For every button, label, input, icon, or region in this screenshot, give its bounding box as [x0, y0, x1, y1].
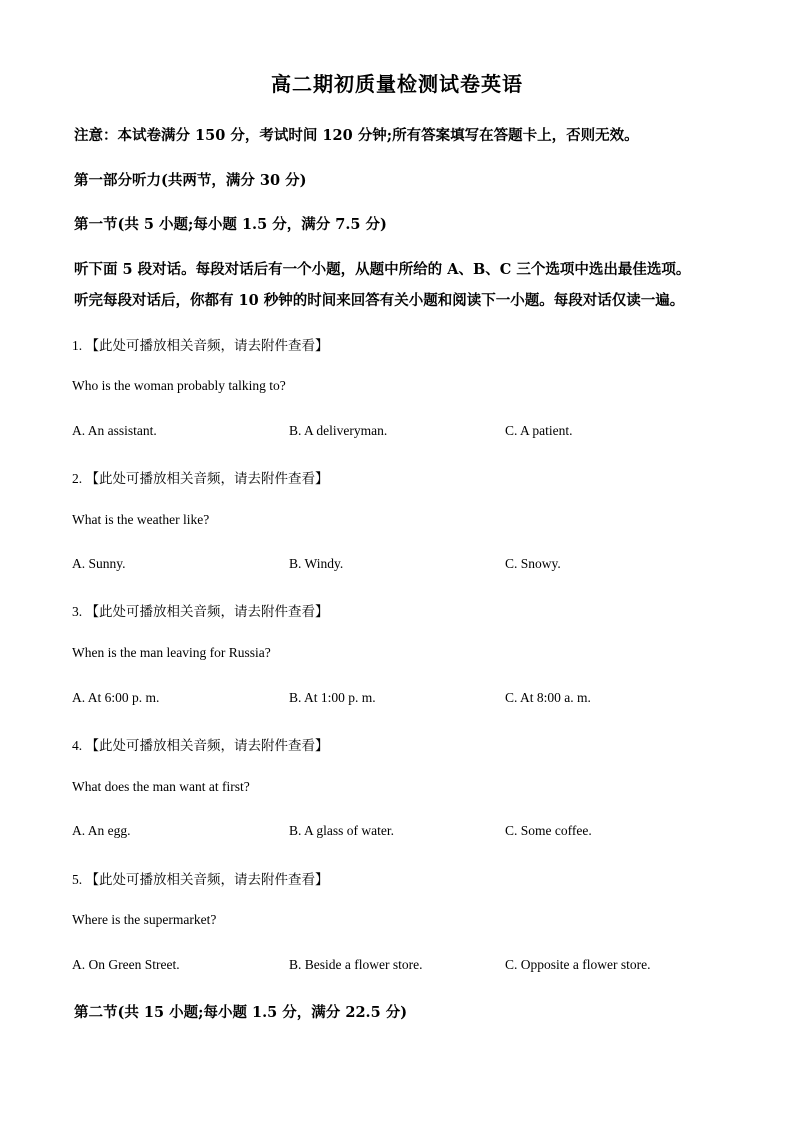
question-4-option-b: B. A glass of water.	[289, 823, 394, 838]
question-3-audio-note: 3. 【此处可播放相关音频，请去附件查看】	[72, 604, 329, 619]
instructions-line-2: 听完每段对话后，你都有 10 秒钟的时间来回答有关小题和阅读下一小题。每段对话仅读一遍。	[74, 292, 685, 309]
part1-heading: 第一部分听力(共两节，满分 30 分)	[74, 172, 307, 189]
question-4-audio-note: 4. 【此处可播放相关音频，请去附件查看】	[72, 738, 329, 753]
question-5-option-b: B. Beside a flower store.	[289, 957, 423, 972]
question-5-option-c: C. Opposite a flower store.	[505, 957, 651, 972]
question-1-option-a: A. An assistant.	[72, 423, 157, 438]
section2-heading: 第二节(共 15 小题;每小题 1.5 分，满分 22.5 分)	[74, 1004, 408, 1021]
question-1-option-b: B. A deliveryman.	[289, 423, 388, 438]
question-2-option-c: C. Snowy.	[505, 556, 561, 571]
instructions-line-1: 听下面 5 段对话。每段对话后有一个小题，从题中所给的 A、B、C 三个选项中选出最佳选项。	[74, 261, 691, 278]
notice: 注意：本试卷满分 150 分，考试时间 120 分钟;所有答案填写在答题卡上，否则无效。	[74, 127, 639, 144]
question-2-audio-note: 2. 【此处可播放相关音频，请去附件查看】	[72, 471, 329, 486]
question-3-option-c: C. At 8:00 a. m.	[505, 690, 591, 705]
question-3-option-b: B. At 1:00 p. m.	[289, 690, 376, 705]
question-5-audio-note: 5. 【此处可播放相关音频，请去附件查看】	[72, 872, 329, 887]
question-3-text: When is the man leaving for Russia?	[72, 645, 271, 660]
question-4-text: What does the man want at first?	[72, 779, 250, 794]
question-4-option-a: A. An egg.	[72, 823, 131, 838]
section1-heading: 第一节(共 5 小题;每小题 1.5 分，满分 7.5 分)	[74, 216, 387, 233]
question-3-option-a: A. At 6:00 p. m.	[72, 690, 160, 705]
question-1-audio-note: 1. 【此处可播放相关音频，请去附件查看】	[72, 338, 329, 353]
question-1-text: Who is the woman probably talking to?	[72, 378, 286, 393]
question-5-option-a: A. On Green Street.	[72, 957, 180, 972]
exam-title: 高二期初质量检测试卷英语	[271, 72, 523, 96]
question-2-text: What is the weather like?	[72, 512, 210, 527]
question-5-text: Where is the supermarket?	[72, 912, 217, 927]
question-2-option-b: B. Windy.	[289, 556, 344, 571]
question-4-option-c: C. Some coffee.	[505, 823, 592, 838]
question-2-option-a: A. Sunny.	[72, 556, 126, 571]
question-1-option-c: C. A patient.	[505, 423, 573, 438]
